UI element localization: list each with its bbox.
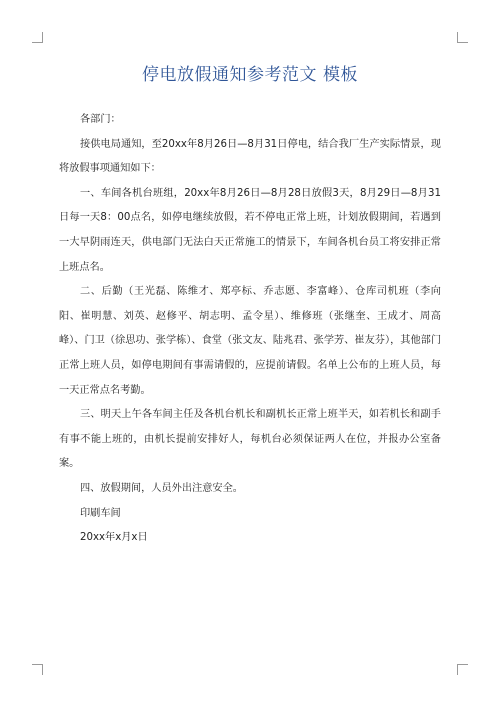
date: 20xx年x月x日 — [80, 532, 148, 544]
paragraph-intro: 接供电局通知，至20xx年8月26日—8月31日停电，结合我厂生产实际情景，现将放假事项通知如下： — [59, 138, 441, 175]
paragraph-item-4: 四、放假期间，人员外出注意安全。 — [80, 482, 243, 494]
paragraph-item-3: 三、明天上午各车间主任及各机台机长和副机长正常上班半天，如若机长和副手有事不能上班的，由机长提前安排好人，每机台必须保证两人在位，并报办公室备案。 — [59, 409, 441, 470]
page-corner-mark-bottom-right — [457, 664, 468, 675]
page-corner-mark-top-left — [32, 32, 43, 43]
paragraph-item-2: 二、后勤（王光磊、陈维才、郑亭标、乔志愿、李富峰）、仓库司机班（李向阳、崔明慧、刘英、赵修平、胡志明、孟令星）、维修班（张继奎、王成才、周高峰）、门卫（徐思功、张学栋）、食堂（张文友、陆兆君、张学芳、崔友芬），其他部门正常上班人员，如停电期间有事需请假的，应提前请假。名单上公布的上班人员，每一天正常点名考勤。 — [59, 286, 442, 396]
paragraph-item-1: 一、车间各机台班组，20xx年8月26日—8月28日放假3天，8月29日—8月31日每一天8：00点名，如停电继续放假，若不停电正常上班，计划放假期间，若遇到一大早阴雨连天，供电部门无法白天正常施工的情景下，车间各机台员工将安排正常上班点名。 — [59, 187, 441, 273]
document-body — [59, 108, 441, 551]
salutation: 各部门： — [80, 114, 121, 125]
signature: 印刷车间 — [80, 507, 121, 519]
page-corner-mark-bottom-left — [32, 664, 43, 675]
document-title: 停电放假通知参考范文 模板 — [142, 65, 358, 85]
page-corner-mark-top-right — [457, 32, 468, 43]
